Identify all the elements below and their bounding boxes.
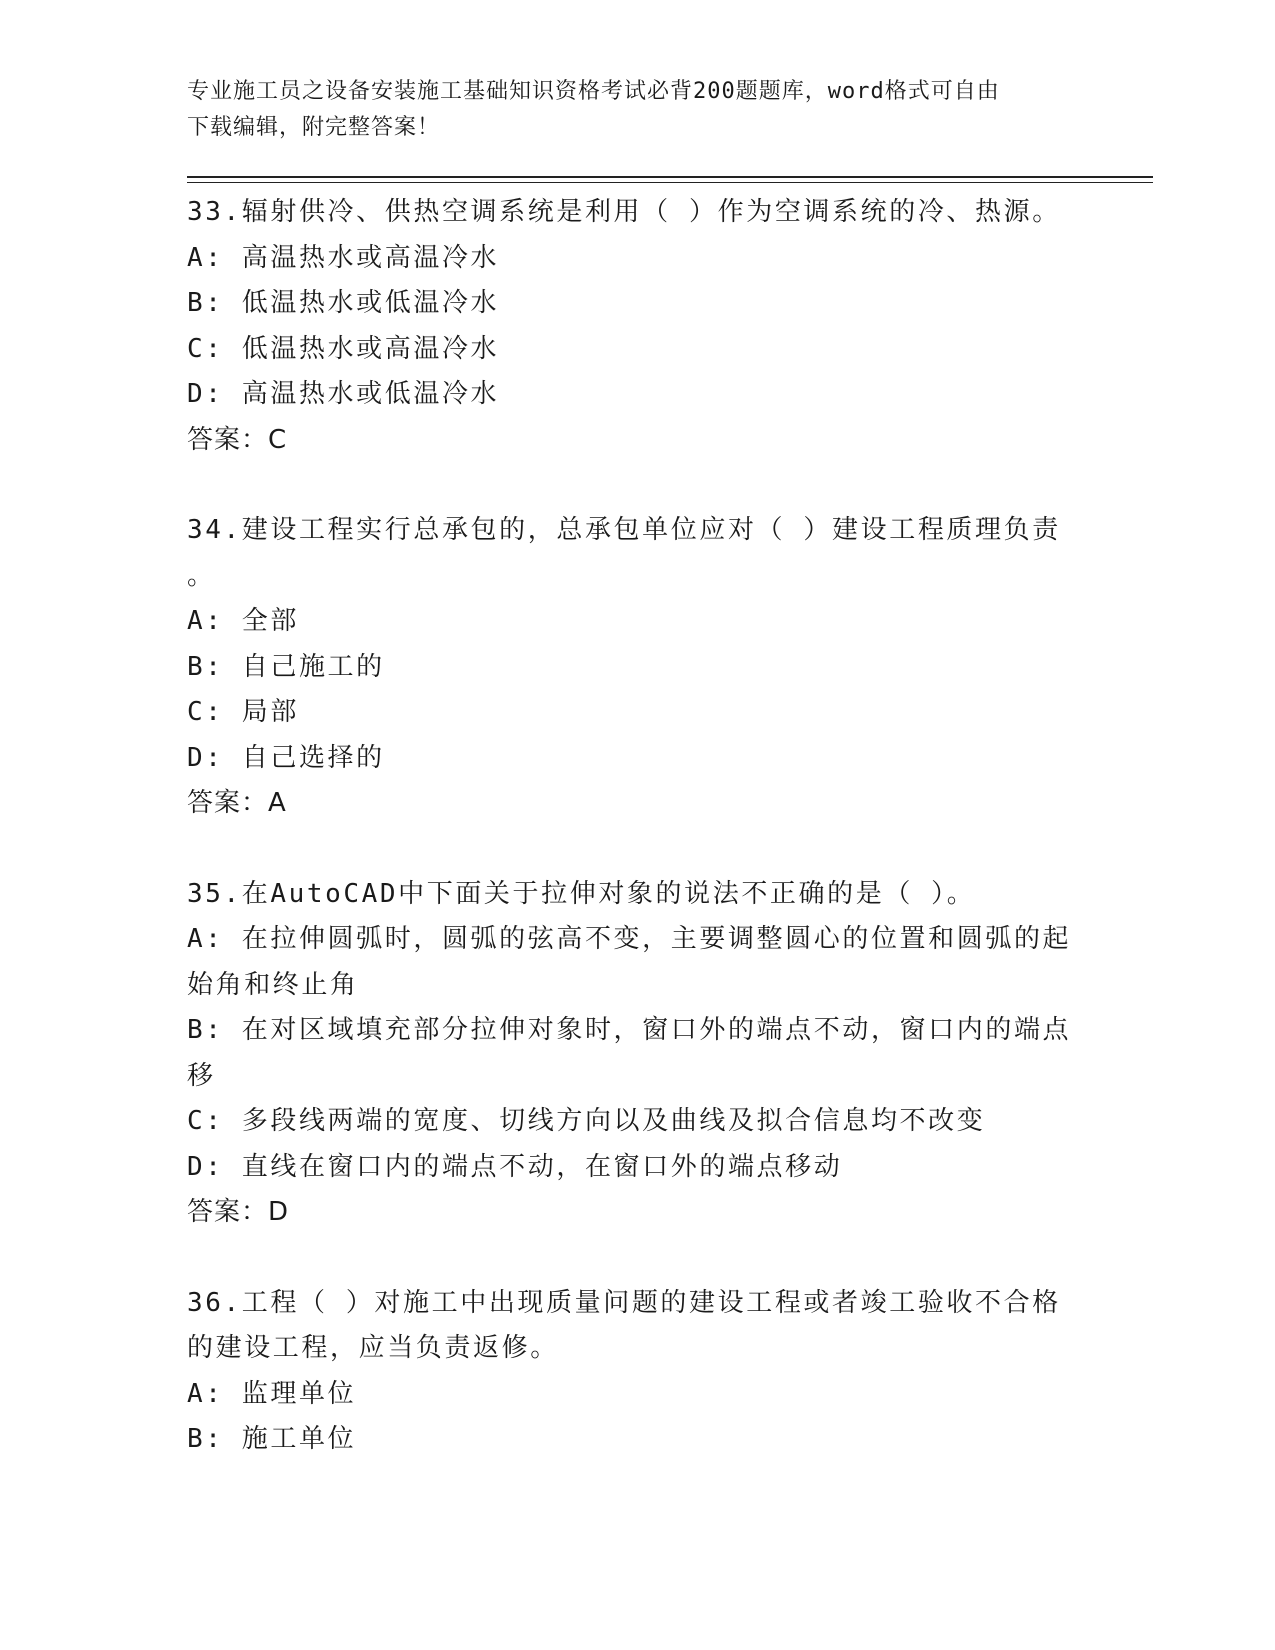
header-rule-thick <box>187 176 1153 178</box>
option-line: B: 低温热水或低温冷水 <box>187 288 500 318</box>
question-stem-line: 的建设工程，应当负责返修。 <box>187 1333 559 1363</box>
question-stem-line: 35.在AutoCAD中下面关于拉伸对象的说法不正确的是（ ）。 <box>187 878 976 909</box>
option-line: A: 高温热水或高温冷水 <box>187 242 500 273</box>
option-line: B: 自己施工的 <box>187 651 385 682</box>
question-stem-line: 。 <box>187 560 216 591</box>
option-line: A: 监理单位 <box>187 1378 357 1409</box>
option-line: B: 施工单位 <box>187 1424 357 1454</box>
header-line-2: 下载编辑，附完整答案！ <box>187 115 441 140</box>
header-line-1: 专业施工员之设备安装施工基础知识资格考试必背200题题库，word格式可自由 <box>187 79 1000 104</box>
question-block <box>187 872 1077 1236</box>
question-stem-line: 36.工程（ ）对施工中出现质量问题的建设工程或者竣工验收不合格 <box>187 1287 1061 1318</box>
option-line: D: 自己选择的 <box>187 742 385 773</box>
option-line: 移 <box>187 1060 216 1091</box>
option-line: C: 多段线两端的宽度、切线方向以及曲线及拟合信息均不改变 <box>187 1106 986 1136</box>
option-line: D: 直线在窗口内的端点不动，在窗口外的端点移动 <box>187 1151 843 1182</box>
option-line: A: 在拉伸圆弧时，圆弧的弦高不变，主要调整圆心的位置和圆弧的起 <box>187 924 1072 954</box>
question-stem-line: 34.建设工程实行总承包的，总承包单位应对（ ）建设工程质理负责 <box>187 515 1061 545</box>
question-block <box>187 190 1077 463</box>
question-block <box>187 508 1077 827</box>
answer-line: 答案：C <box>187 424 288 455</box>
answer-line: 答案：A <box>187 788 287 818</box>
question-list <box>187 190 1077 1463</box>
option-line: 始角和终止角 <box>187 969 359 1000</box>
option-line: B: 在对区域填充部分拉伸对象时，窗口外的端点不动，窗口内的端点 <box>187 1015 1072 1045</box>
header-rule-thin <box>187 182 1153 183</box>
document-header <box>187 74 1077 146</box>
option-line: C: 低温热水或高温冷水 <box>187 333 500 364</box>
option-line: C: 局部 <box>187 697 299 727</box>
option-line: D: 高温热水或低温冷水 <box>187 379 500 409</box>
answer-line: 答案：D <box>187 1197 290 1227</box>
question-block <box>187 1281 1077 1463</box>
option-line: A: 全部 <box>187 606 299 636</box>
question-stem-line: 33.辐射供冷、供热空调系统是利用（ ）作为空调系统的冷、热源。 <box>187 197 1061 227</box>
